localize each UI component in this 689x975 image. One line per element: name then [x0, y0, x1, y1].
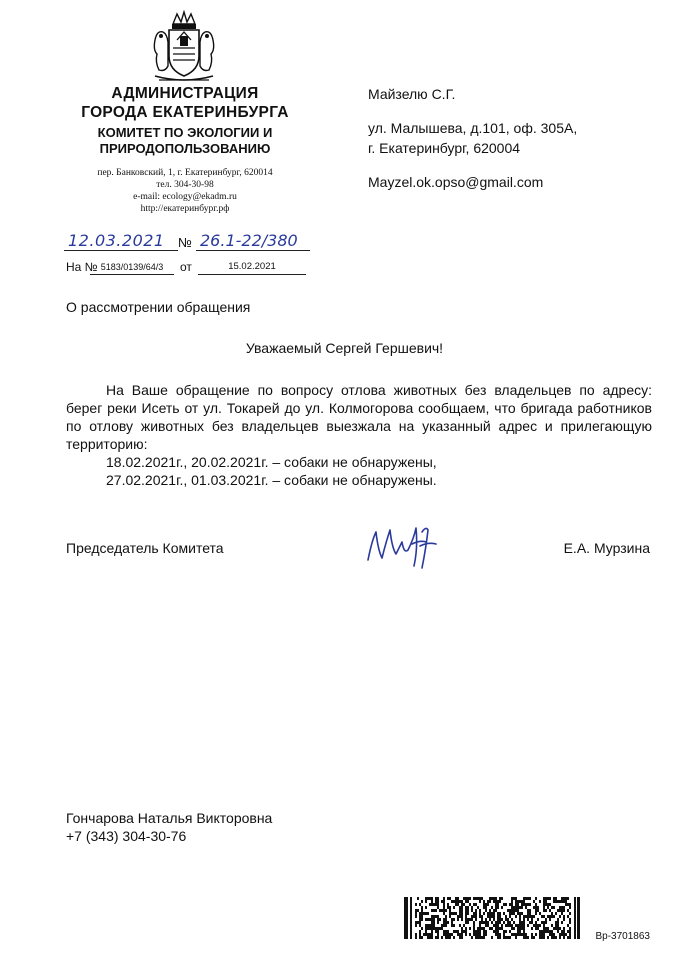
organization-contacts — [60, 167, 310, 215]
executor-block — [66, 809, 272, 845]
handwritten-signature-icon — [362, 520, 446, 572]
recipient-email: Mayzel.ok.opso@gmail.com — [368, 174, 544, 190]
coat-of-arms-icon — [151, 10, 217, 86]
registration-date: 12.03.2021 — [64, 231, 178, 251]
reference-from-label: от — [180, 260, 192, 274]
organization-address: пер. Банковский, 1, г. Екатеринбург, 620014 — [97, 168, 273, 178]
salutation: Уважаемый Сергей Гершевич! — [245, 340, 444, 356]
barcode-icon — [404, 897, 580, 939]
body-dates-line2: 27.02.2021г., 01.03.2021г. – собаки не обнаружены. — [106, 472, 437, 488]
reference-number: 5183/0139/64/3 — [90, 260, 174, 275]
recipient-street: ул. Малышева, д.101, оф. 305А, — [368, 120, 578, 136]
recipient-city: г. Екатеринбург, 620004 — [368, 140, 521, 156]
registration-number: 26.1-22/380 — [196, 231, 310, 251]
registration-number-sign: № — [178, 235, 192, 250]
signer-name: Е.А. Мурзина — [563, 540, 650, 556]
department-title-line1: КОМИТЕТ ПО ЭКОЛОГИИ И — [97, 125, 273, 140]
document-code: Вр-3701863 — [595, 931, 650, 942]
organization-title — [60, 84, 310, 122]
executor-phone: +7 (343) 304-30-76 — [66, 828, 187, 844]
organization-title-line1: АДМИНИСТРАЦИЯ — [111, 85, 259, 102]
organization-email: e-mail: ecology@ekadm.ru — [133, 192, 237, 202]
recipient-block — [368, 84, 668, 192]
body-paragraph: На Ваше обращение по вопросу отлова животных без владельцев по адресу: берег реки Исеть от ул. Токарей до ул. Колмогорова сообщаем, что бригада работников по отлову животных без владельцев выезжала на указанный адрес и прилегающую территорию: — [66, 382, 652, 452]
body-dates-line1: 18.02.2021г., 20.02.2021г. – собаки не обнаружены, — [106, 454, 437, 470]
reference-label: На № — [66, 260, 98, 274]
signer-position: Председатель Комитета — [66, 540, 224, 556]
organization-website: http://екатеринбург.рф — [140, 204, 230, 214]
letter-body — [66, 381, 652, 489]
organization-title-line2: ГОРОДА ЕКАТЕРИНБУРГА — [81, 104, 289, 121]
department-title-line2: ПРИРОДОПОЛЬЗОВАНИЮ — [99, 141, 271, 156]
executor-name: Гончарова Наталья Викторовна — [66, 810, 273, 826]
letter-subject: О рассмотрении обращения — [66, 299, 251, 315]
organization-phone: тел. 304-30-98 — [156, 180, 214, 190]
reference-date: 15.02.2021 — [198, 260, 306, 275]
department-title — [60, 125, 310, 157]
recipient-name: Майзелю С.Г. — [368, 86, 456, 102]
